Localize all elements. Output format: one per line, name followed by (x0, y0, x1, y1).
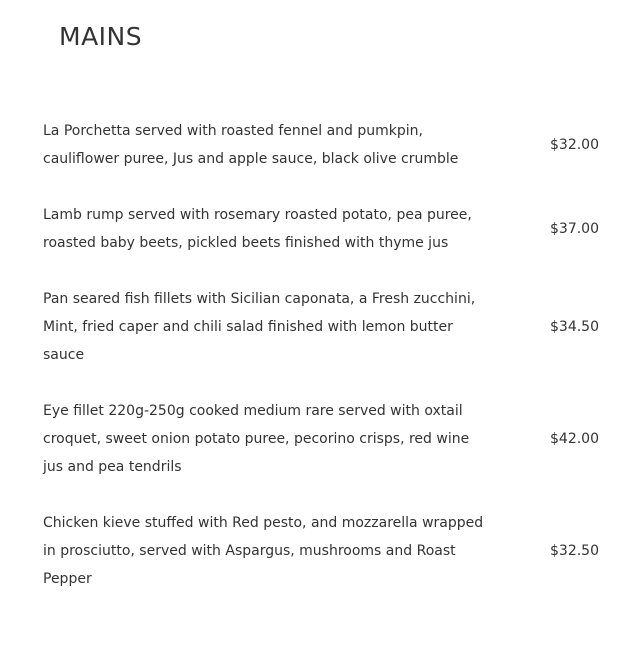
menu-item (43, 201, 599, 257)
menu-item (43, 397, 599, 481)
menu-item-price: $32.50 (550, 543, 599, 559)
menu-item-description: Pan seared fish fillets with Sicilian caponata, a Fresh zucchini, Mint, fried caper and chili salad finished with lemon butter sauce (43, 291, 476, 363)
menu-item-price: $34.50 (550, 319, 599, 335)
menu-item-description: La Porchetta served with roasted fennel and pumkpin, cauliflower puree, Jus and apple sauce, black olive crumble (43, 123, 459, 167)
menu-item-description: Lamb rump served with rosemary roasted potato, pea puree, roasted baby beets, pickled beets finished with thyme jus (43, 207, 472, 251)
menu-item-price: $42.00 (550, 431, 599, 447)
menu-list (43, 117, 599, 621)
menu-item (43, 285, 599, 369)
menu-item-price: $37.00 (550, 221, 599, 237)
menu-item-description: Eye fillet 220g-250g cooked medium rare served with oxtail croquet, sweet onion potato puree, pecorino crisps, red wine jus and pea tendrils (43, 403, 470, 475)
menu-item (43, 117, 599, 173)
section-title: MAINS (59, 22, 143, 51)
menu-item-price: $32.00 (550, 137, 599, 153)
menu-item (43, 509, 599, 593)
menu-item-description: Chicken kieve stuffed with Red pesto, and mozzarella wrapped in prosciutto, served with Aspargus, mushrooms and Roast Pepper (43, 515, 484, 587)
